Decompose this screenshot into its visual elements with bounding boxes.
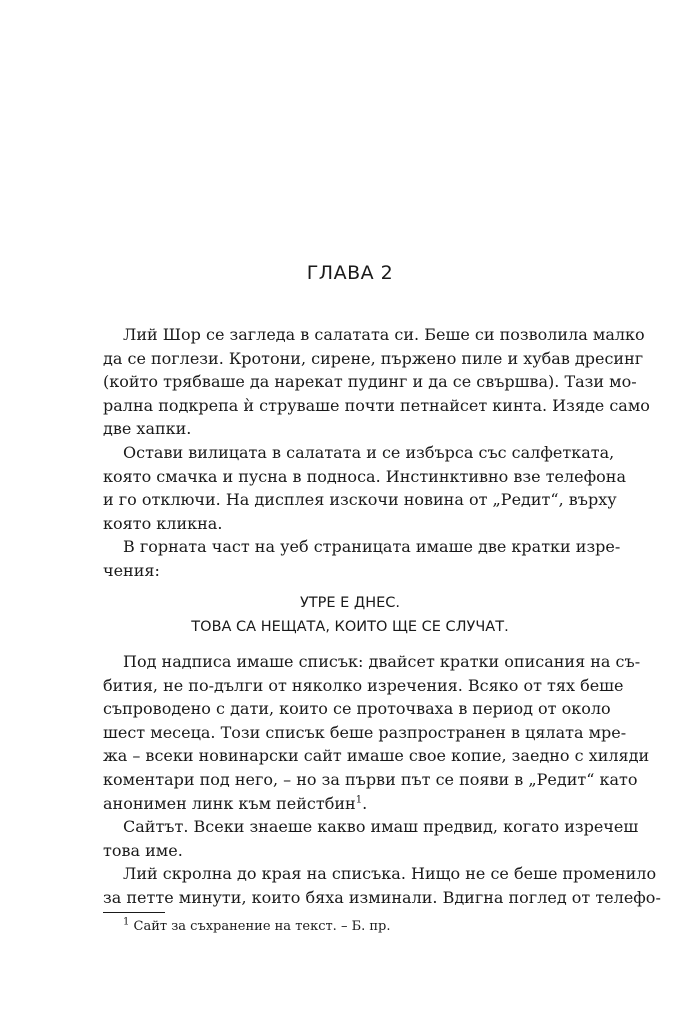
text-line: да се поглези. Кротони, сирене, пържено пиле и хубав дресинг: [103, 348, 644, 368]
footnote-mark: 1: [123, 916, 130, 928]
text-line: Сайтът. Всеки знаеше какво имаш предвид, когато изречеш: [123, 817, 639, 837]
footnote-divider: [103, 912, 165, 913]
text-fragment: анонимен линк към пейстбин: [103, 793, 356, 813]
text-line: съпроводено с дати, които се проточваха в период от около: [103, 699, 611, 719]
text-line: (който трябваше да нарекат пудинг и да се свършва). Тази мо-: [103, 372, 637, 392]
text-fragment: .: [362, 793, 368, 813]
text-line: и го отключи. На дисплея изскочи новина от „Редит“, върху: [103, 490, 617, 510]
text-line: рална подкрепа ѝ струваше почти петнайсет кинта. Изяде само: [103, 395, 650, 415]
text-line: Остави вилицата в салатата и се избърса със салфетката,: [123, 442, 615, 462]
text-line: Лий Шор се загледа в салатата си. Беше си позволила малко: [123, 325, 645, 344]
quote-block: [103, 591, 597, 639]
text-line: В горната част на уеб страницата имаше две кратки изре-: [123, 537, 621, 557]
quote-line-2: ТОВА СА НЕЩАТА, КОИТО ЩЕ СЕ СЛУЧАТ.: [191, 619, 509, 635]
text-line: която кликна.: [103, 513, 223, 533]
book-page: [103, 0, 661, 1013]
text-line: бития, не по-дълги от няколко изречения. Всяко от тях беше: [103, 675, 624, 695]
text-block-top: [103, 323, 650, 583]
text-line-with-footnote: [103, 792, 597, 816]
text-line: Лий скролна до края на списъка. Нищо не се беше променило: [123, 864, 657, 884]
text-line: Под надписа имаше списък: двайсет кратки описания на съ-: [123, 652, 641, 671]
chapter-title: ГЛАВА 2: [306, 262, 394, 284]
text-line: коментари под него, – но за първи път се появи в „Редит“ като: [103, 769, 638, 789]
text-line: две хапки.: [103, 419, 192, 439]
text-line: чения:: [103, 560, 160, 580]
text-line: шест месеца. Този списък беше разпространен в цялата мре-: [103, 722, 627, 742]
text-line: това име.: [103, 840, 183, 860]
text-line: за петте минути, които бяха изминали. Вдигна поглед от телефо-: [103, 887, 661, 907]
quote-line-1: УТРЕ Е ДНЕС.: [299, 595, 401, 611]
footnote-text: Сайт за съхранение на текст. – Б. пр.: [133, 919, 391, 934]
text-line: жа – всеки новинарски сайт имаше свое копие, заедно с хиляди: [103, 746, 650, 766]
text-line: която смачка и пусна в подноса. Инстинктивно взе телефона: [103, 466, 626, 486]
text-block-bottom: [103, 650, 661, 910]
footnote: [123, 918, 391, 936]
footnote-reference[interactable]: 1: [355, 794, 363, 806]
